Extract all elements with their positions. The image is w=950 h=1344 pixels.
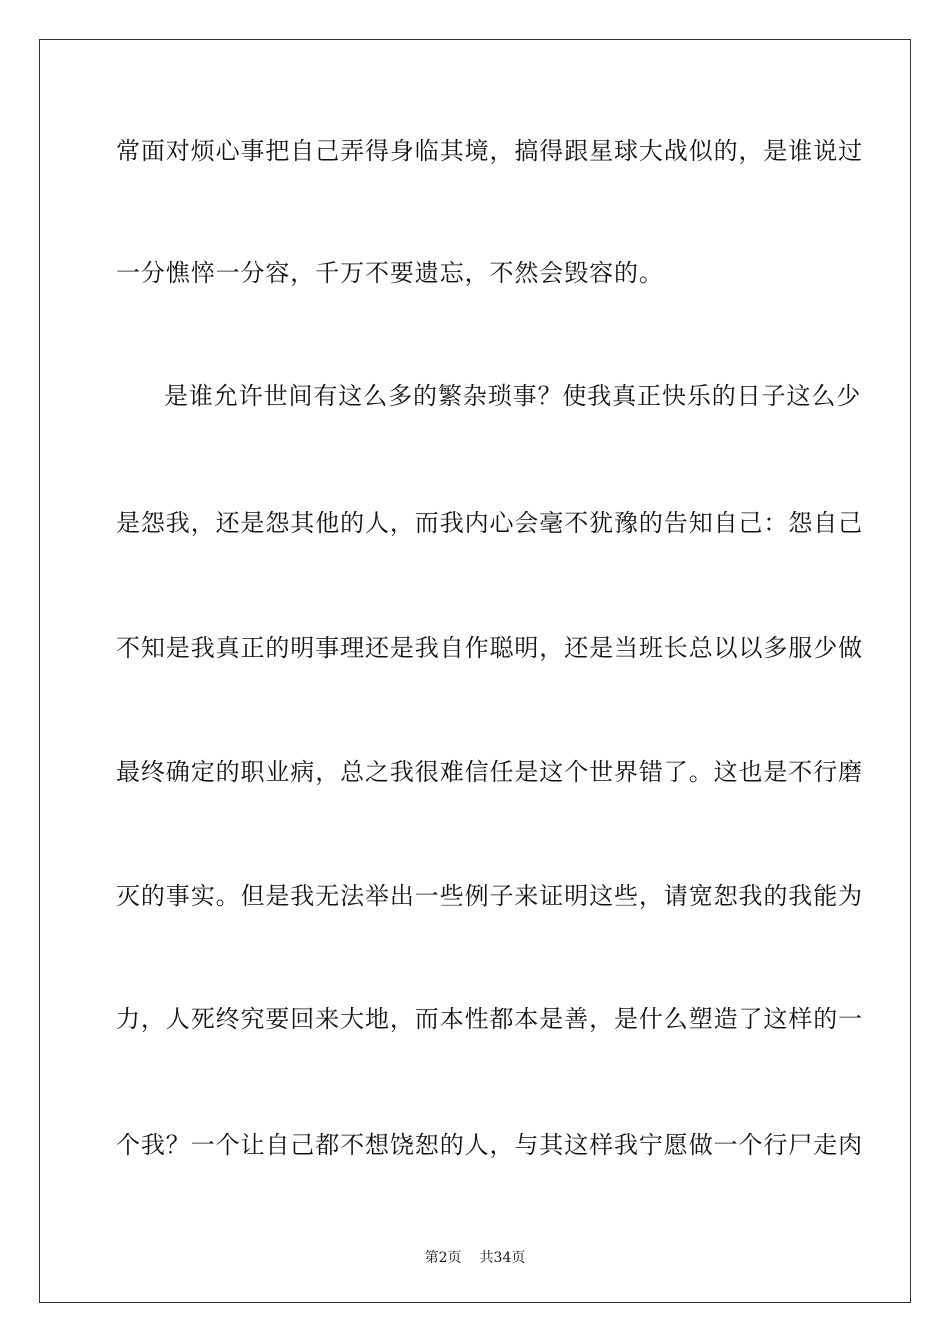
text-line: 灭的事实。但是我无法举出一些例子来证明这些，请宽恕我的我能为 xyxy=(116,882,863,910)
text-line: 最终确定的职业病，总之我很难信任是这个世界错了。这也是不行磨 xyxy=(116,758,863,786)
page-total: 共34页 xyxy=(479,1250,526,1266)
text-line: 力，人死终究要回来大地，而本性都本是善，是什么塑造了这样的一 xyxy=(116,1005,863,1033)
text-line: 常面对烦心事把自己弄得身临其境，搞得跟星球大战似的，是谁说过 xyxy=(116,137,863,165)
text-line: 一分憔悴一分容，千万不要遗忘，不然会毁容的。 xyxy=(116,259,664,287)
text-line: 不知是我真正的明事理还是我自作聪明，还是当班长总以以多服少做 xyxy=(116,634,863,662)
page-number: 第2页 xyxy=(424,1250,462,1266)
text-line: 个我？一个让自己都不想饶恕的人，与其这样我宁愿做一个行尸走肉 xyxy=(116,1131,863,1159)
page-border xyxy=(39,39,911,1303)
text-line: 是怨我，还是怨其他的人，而我内心会毫不犹豫的告知自己：怨自己 xyxy=(116,509,863,537)
paragraph-first-line: 是谁允许世间有这么多的繁杂琐事？使我真正快乐的日子这么少 xyxy=(164,382,862,410)
page-footer xyxy=(0,1247,950,1267)
